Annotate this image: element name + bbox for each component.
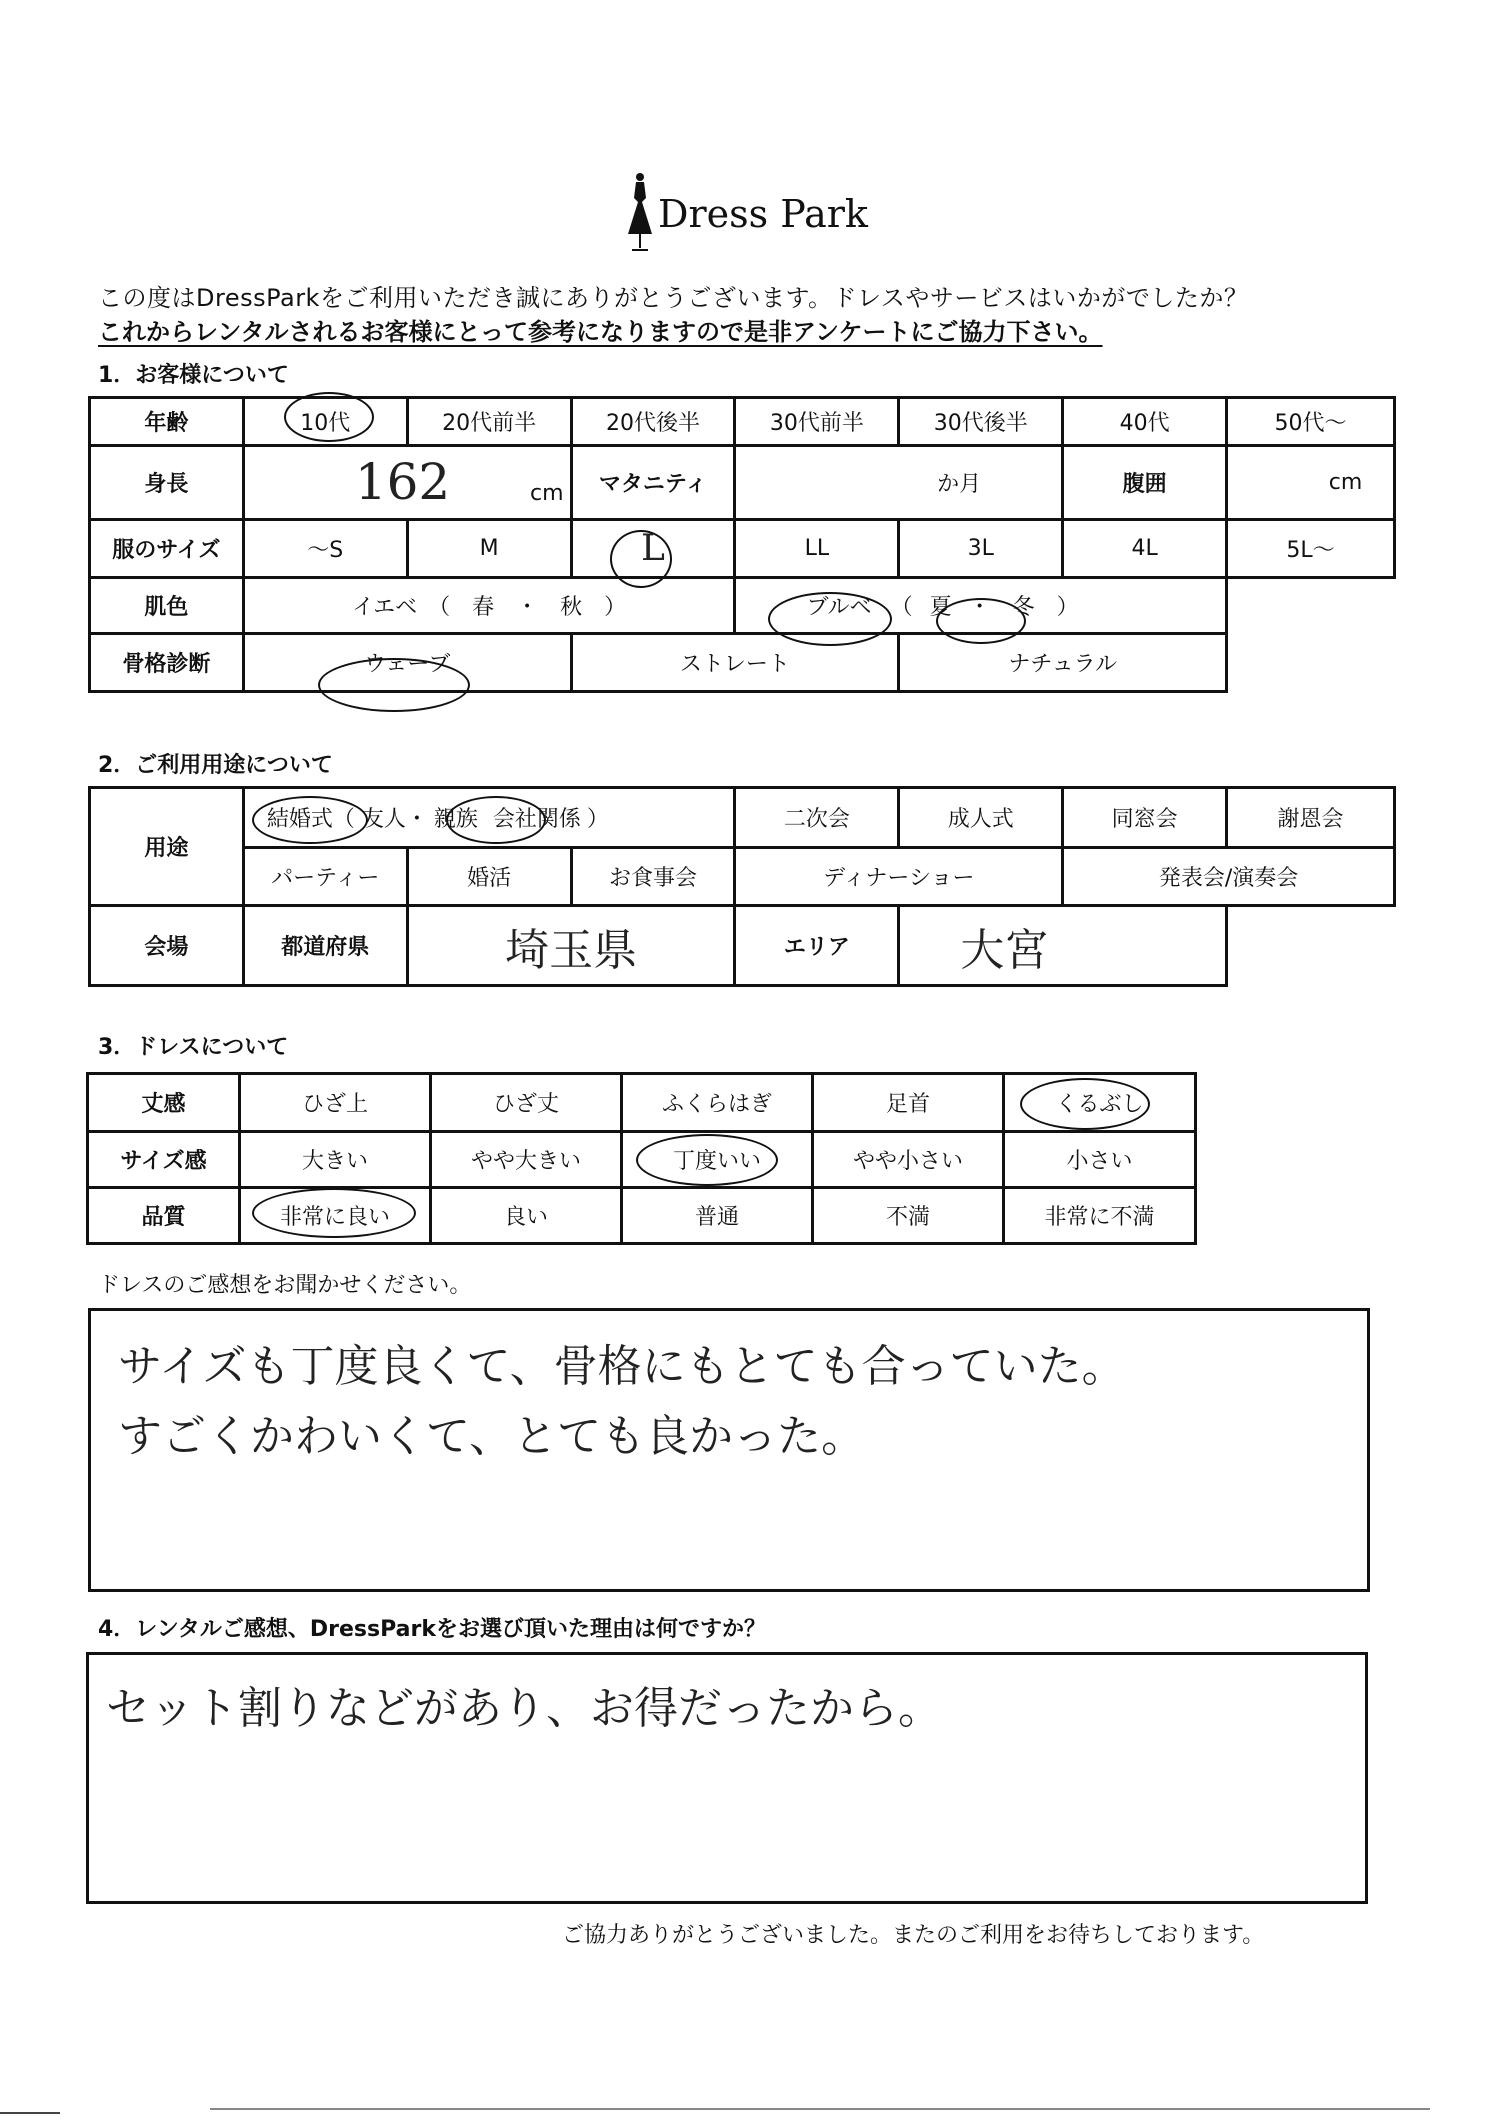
dot-separator: ・ (405, 807, 428, 832)
area-value[interactable]: 大宮 (899, 906, 1227, 986)
age-option-20s-early[interactable]: 20代前半 (407, 398, 571, 446)
scan-edge-line (210, 2108, 1430, 2110)
age-option-50s[interactable]: 50代～ (1227, 398, 1395, 446)
height-field[interactable] (243, 446, 571, 520)
customer-info-table (88, 396, 1396, 693)
reason-answer: セット割りなどがあり、お得だったから。 (106, 1683, 942, 1734)
height-value: 162 (354, 453, 451, 511)
size-option-l[interactable]: L (571, 520, 735, 578)
scan-edge-mark (0, 2112, 60, 2114)
wedding-paren-close: ） (586, 807, 609, 832)
waist-unit: cm (1328, 470, 1363, 495)
size-option-5l[interactable]: 5L～ (1227, 520, 1395, 578)
area-label: エリア (735, 906, 899, 986)
wedding-paren-open: （ (332, 807, 355, 832)
intro-line-2: これからレンタルされるお客様にとって参考になりますので是非アンケートにご協力下さい。 (98, 318, 1103, 346)
dress-comment-line-2: すごくかわいくて、とても良かった。 (118, 1411, 866, 1462)
fit-slightly-small[interactable]: やや小さい (813, 1132, 1004, 1188)
quality-average[interactable]: 普通 (622, 1188, 813, 1244)
purpose-second-party[interactable]: 二次会 (735, 788, 899, 848)
length-ankle-bone[interactable]: くるぶし (1004, 1074, 1196, 1132)
prefecture-label: 都道府県 (243, 906, 407, 986)
purpose-label: 用途 (90, 788, 244, 906)
purpose-coming-of-age[interactable]: 成人式 (899, 788, 1063, 848)
dress-mannequin-icon (622, 172, 658, 256)
months-unit: か月 (937, 472, 982, 497)
maternity-label: マタニティ (571, 446, 735, 520)
age-option-10s[interactable]: 10代 (243, 398, 407, 446)
section-1-title: 1．お客様について (98, 363, 289, 388)
fit-slightly-large[interactable]: やや大きい (431, 1132, 622, 1188)
age-label: 年齢 (90, 398, 244, 446)
purpose-reunion[interactable]: 同窓会 (1063, 788, 1227, 848)
size-option-s[interactable]: ～S (243, 520, 407, 578)
brand-logo-text: Dress Park (658, 192, 868, 236)
height-label: 身長 (90, 446, 244, 520)
quality-very-dissatisfied[interactable]: 非常に不満 (1004, 1188, 1196, 1244)
wedding-option[interactable]: 結婚式 (266, 807, 333, 832)
frame-option-natural[interactable]: ナチュラル (899, 634, 1227, 692)
age-option-30s-late[interactable]: 30代後半 (899, 398, 1063, 446)
height-unit: cm (530, 481, 564, 506)
purpose-recital[interactable]: 発表会/演奏会 (1063, 848, 1395, 906)
fit-just-right[interactable]: 丁度いい (622, 1132, 813, 1188)
closing-message: ご協力ありがとうございました。またのご利用をお待ちしております。 (562, 1923, 1265, 1948)
dress-comment-prompt: ドレスのご感想をお聞かせください。 (98, 1273, 472, 1298)
purpose-party[interactable]: パーティー (243, 848, 407, 906)
venue-label: 会場 (90, 906, 244, 986)
family-option[interactable]: 親族 (433, 807, 478, 832)
paren-open: （ (890, 595, 913, 620)
age-option-20s-late[interactable]: 20代後半 (571, 398, 735, 446)
length-above-knee[interactable]: ひざ上 (240, 1074, 431, 1132)
purpose-konkatsu[interactable]: 婚活 (407, 848, 571, 906)
frame-option-wave[interactable]: ウェーブ (243, 634, 571, 692)
company-option[interactable]: 会社関係 (492, 807, 581, 832)
waist-label: 腹囲 (1063, 446, 1227, 520)
purpose-wedding[interactable] (243, 788, 735, 848)
quality-very-good[interactable]: 非常に良い (240, 1188, 431, 1244)
dress-comment-line-1: サイズも丁度良くて、骨格にもとても合っていた。 (118, 1341, 1126, 1392)
skin-yellow-base[interactable]: イエベ （ 春 ・ 秋 ） (243, 578, 735, 634)
maternity-months-field[interactable] (735, 446, 1063, 520)
blue-base-option[interactable]: ブルベ (806, 595, 872, 620)
fit-large[interactable]: 大きい (240, 1132, 431, 1188)
purpose-dinner-show[interactable]: ディナーショー (735, 848, 1063, 906)
length-label: 丈感 (88, 1074, 240, 1132)
purpose-thank-you-party[interactable]: 謝恩会 (1227, 788, 1395, 848)
section-2-title: 2．ご利用用途について (98, 753, 333, 778)
quality-dissatisfied[interactable]: 不満 (813, 1188, 1004, 1244)
usage-table (88, 786, 1396, 987)
length-ankle[interactable]: 足首 (813, 1074, 1004, 1132)
quality-label: 品質 (88, 1188, 240, 1244)
length-knee[interactable]: ひざ丈 (431, 1074, 622, 1132)
prefecture-value[interactable]: 埼玉県 (407, 906, 735, 986)
fit-small[interactable]: 小さい (1004, 1132, 1196, 1188)
dress-table (86, 1072, 1197, 1245)
size-option-4l[interactable]: 4L (1063, 520, 1227, 578)
age-option-30s-early[interactable]: 30代前半 (735, 398, 899, 446)
size-option-3l[interactable]: 3L (899, 520, 1063, 578)
length-calf[interactable]: ふくらはぎ (622, 1074, 813, 1132)
winter-option[interactable]: ・ 冬 ） (968, 595, 1079, 620)
quality-good[interactable]: 良い (431, 1188, 622, 1244)
summer-option[interactable]: 夏 (929, 595, 952, 620)
purpose-dinner-meeting[interactable]: お食事会 (571, 848, 735, 906)
skin-blue-base[interactable] (735, 578, 1227, 634)
skin-label: 肌色 (90, 578, 244, 634)
size-option-ll[interactable]: LL (735, 520, 899, 578)
waist-field[interactable] (1227, 446, 1395, 520)
size-label: 服のサイズ (90, 520, 244, 578)
size-option-m[interactable]: M (407, 520, 571, 578)
section-3-title: 3．ドレスについて (98, 1035, 289, 1060)
section-4-title: 4．レンタルご感想、DressParkをお選び頂いた理由は何ですか？ (98, 1617, 766, 1642)
frame-option-straight[interactable]: ストレート (571, 634, 899, 692)
age-option-40s[interactable]: 40代 (1063, 398, 1227, 446)
fit-label: サイズ感 (88, 1132, 240, 1188)
frame-label: 骨格診断 (90, 634, 244, 692)
intro-line-1: この度はDressParkをご利用いただき誠にありがとうございます。ドレスやサービスはいかがでしたか？ (98, 284, 1249, 312)
friend-option[interactable]: 友人 (361, 807, 406, 832)
